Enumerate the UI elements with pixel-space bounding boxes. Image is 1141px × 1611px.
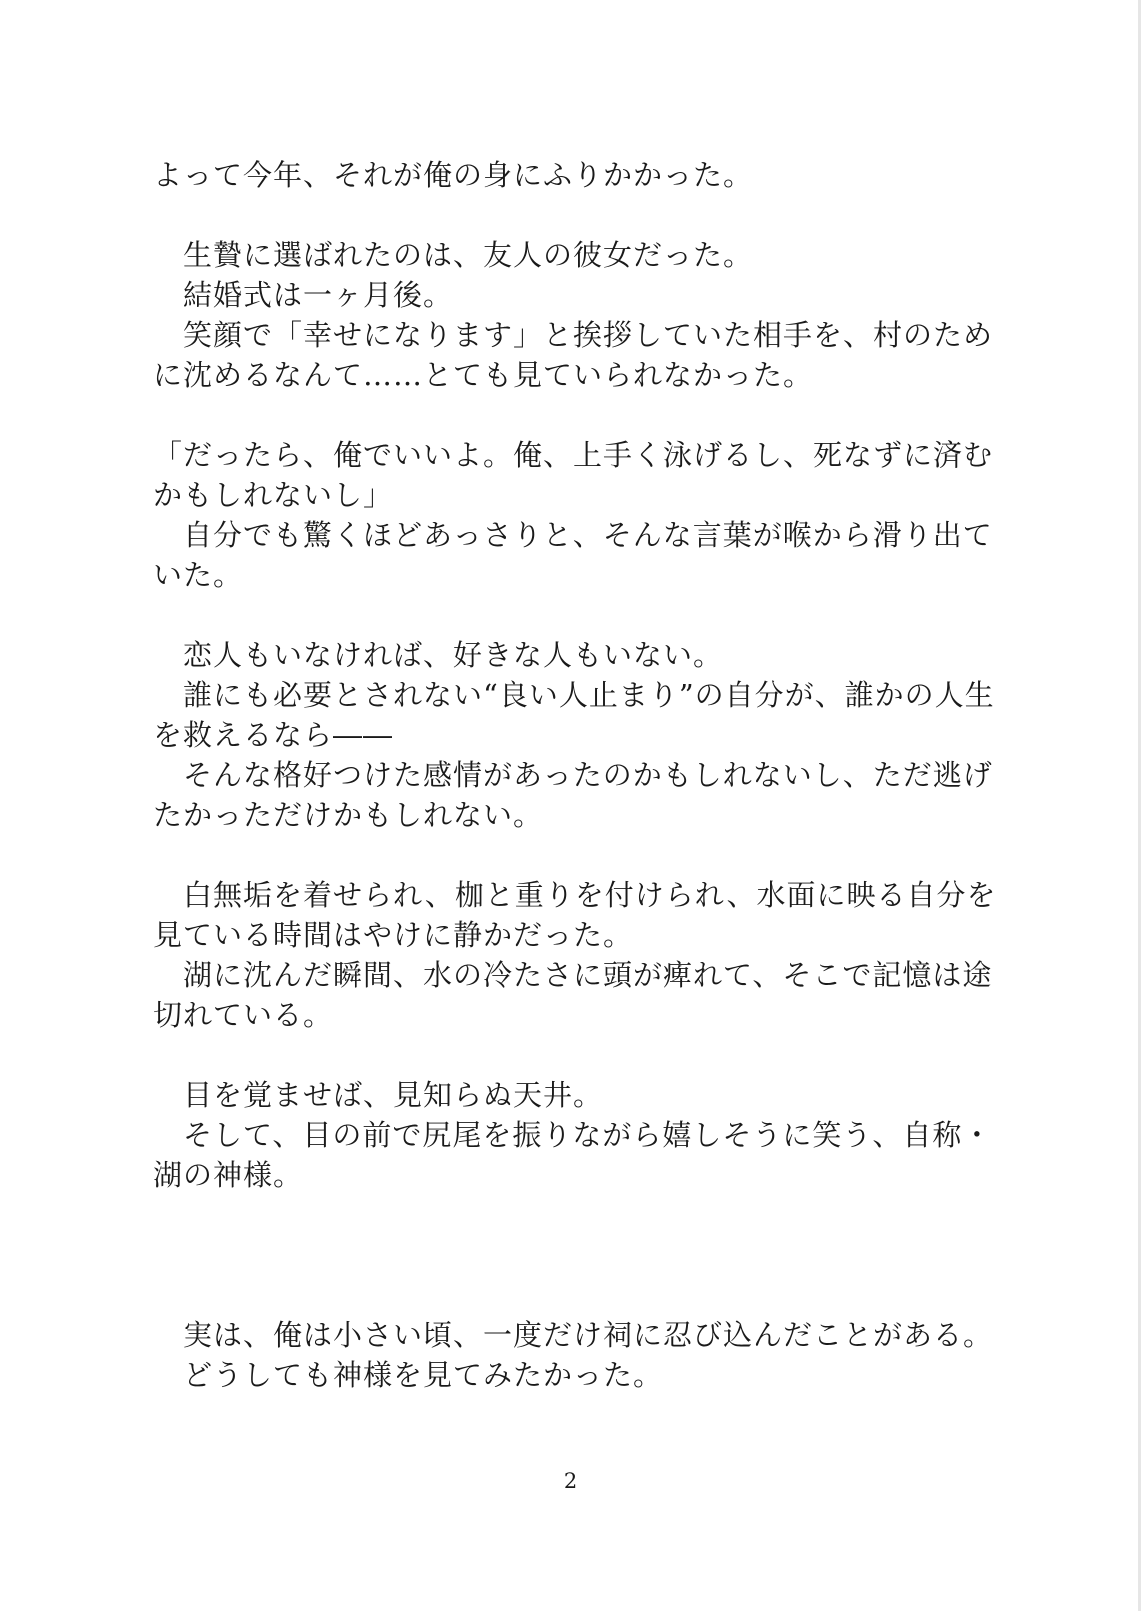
blank-line [153, 195, 1003, 235]
blank-line [153, 1235, 1003, 1275]
blank-line [153, 1035, 1003, 1075]
text-line: 恋人もいなければ、好きな人もいない。 [153, 638, 724, 672]
text-line: そんな格好つけた感情があったのかもしれないし、ただ逃げ [153, 758, 993, 792]
body-text [153, 155, 1003, 1395]
text-line: 実は、俺は小さい頃、一度だけ祠に忍び込んだことがある。 [153, 1318, 994, 1352]
blank-line [153, 1275, 1003, 1315]
text-line: 切れている。 [153, 998, 334, 1032]
text-line: 誰にも必要とされない“良い人止まり”の自分が、誰かの人生 [153, 678, 995, 712]
text-line: を救えるなら―― [153, 718, 394, 752]
text-line: 結婚式は一ヶ月後。 [153, 278, 454, 312]
text-line: 湖の神様。 [153, 1158, 304, 1192]
text-line: 湖に沈んだ瞬間、水の冷たさに頭が痺れて、そこで記憶は途 [153, 958, 993, 992]
text-line: 白無垢を着せられ、枷と重りを付けられ、水面に映る自分を [153, 878, 997, 912]
text-line: どうしても神様を見てみたかった。 [153, 1358, 664, 1392]
text-line: に沈めるなんて……とても見ていられなかった。 [153, 358, 814, 392]
text-line: 生贄に選ばれたのは、友人の彼女だった。 [153, 238, 754, 272]
text-line: そして、目の前で尻尾を振りながら嬉しそうに笑う、自称・ [153, 1118, 993, 1152]
text-line: いた。 [153, 558, 244, 592]
blank-line [153, 835, 1003, 875]
text-line: かもしれないし」 [153, 478, 394, 512]
page-number: 2 [563, 1469, 578, 1493]
text-line: 目を覚ませば、見知らぬ天井。 [153, 1078, 604, 1112]
text-line: たかっただけかもしれない。 [153, 798, 544, 832]
blank-line [153, 595, 1003, 635]
text-line: 笑顔で「幸せになります」と挨拶していた相手を、村のため [153, 318, 994, 352]
text-line: 「だったら、俺でいいよ。俺、上手く泳げるし、死なずに済む [153, 438, 994, 472]
text-line: 自分でも驚くほどあっさりと、そんな言葉が喉から滑り出て [153, 518, 993, 552]
blank-line [153, 395, 1003, 435]
text-line: よって今年、それが俺の身にふりかかった。 [153, 158, 754, 192]
text-line: 見ている時間はやけに静かだった。 [153, 918, 634, 952]
blank-line [153, 1195, 1003, 1235]
